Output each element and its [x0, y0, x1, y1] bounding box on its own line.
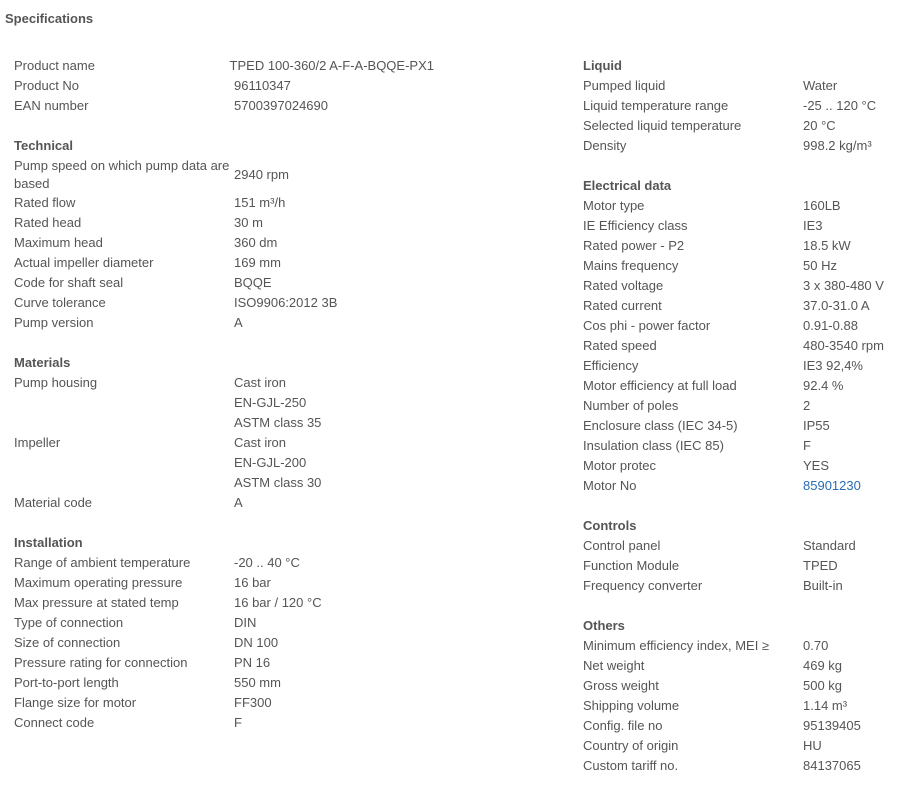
spec-value: 30 m — [234, 215, 263, 230]
spec-values — [803, 76, 837, 96]
section-heading: Materials — [14, 355, 71, 370]
spec-values — [234, 373, 321, 433]
spec-row-motor-no — [583, 476, 898, 496]
motor-number-link[interactable]: 85901230 — [803, 478, 861, 493]
spec-row-net-weight — [583, 656, 898, 676]
spec-label: Type of connection — [14, 615, 124, 630]
spec-label: Motor No — [583, 478, 637, 493]
spec-label: Gross weight — [583, 678, 659, 693]
spec-value: Cast iron — [234, 375, 287, 390]
spec-row-gross-weight — [583, 676, 898, 696]
spec-label: Rated speed — [583, 338, 657, 353]
spec-value: ASTM class 30 — [234, 475, 322, 490]
spec-row-type-of-connection — [14, 613, 434, 633]
spec-values — [803, 96, 876, 116]
spec-value: DN 100 — [234, 635, 279, 650]
spec-value: TPED 100-360/2 A-F-A-BQQE-PX1 — [229, 58, 434, 73]
spec-row-density — [583, 136, 898, 156]
spec-value: Built-in — [803, 578, 843, 593]
spec-value: 1.14 m³ — [803, 698, 848, 713]
spec-value: EN-GJL-250 — [234, 395, 307, 410]
spec-row-curve-tolerance — [14, 293, 434, 313]
spec-value: A — [234, 495, 243, 510]
spec-label: Rated flow — [14, 195, 76, 210]
spec-values — [803, 136, 872, 156]
spec-row-impeller — [14, 433, 434, 493]
spec-label: Function Module — [583, 558, 680, 573]
spec-values — [234, 433, 321, 493]
section-controls — [583, 516, 898, 596]
spec-values — [803, 256, 837, 276]
spec-values — [803, 356, 863, 376]
spec-label: Pump version — [14, 315, 94, 330]
spec-row-ean-number — [14, 96, 434, 116]
spec-value: 0.91-0.88 — [803, 318, 858, 333]
spec-label: Custom tariff no. — [583, 758, 679, 773]
spec-values — [803, 236, 851, 256]
spec-values — [234, 313, 243, 333]
section-heading: Controls — [583, 518, 637, 533]
spec-label: Actual impeller diameter — [14, 255, 154, 270]
spec-value: 0.70 — [803, 638, 829, 653]
spec-label: Mains frequency — [583, 258, 679, 273]
spec-values — [803, 736, 822, 756]
section-heading: Installation — [14, 535, 83, 550]
spec-label: EAN number — [14, 98, 89, 113]
spec-values — [803, 456, 829, 476]
spec-row-range-of-ambient-temperature — [14, 553, 434, 573]
spec-label: Efficiency — [583, 358, 639, 373]
spec-values — [803, 416, 830, 436]
spec-value: 37.0-31.0 A — [803, 298, 870, 313]
spec-value: IE3 92,4% — [803, 358, 863, 373]
spec-value: PN 16 — [234, 655, 271, 670]
spec-values — [234, 693, 272, 713]
spec-value: IP55 — [803, 418, 830, 433]
spec-values — [803, 376, 843, 396]
spec-values — [803, 216, 823, 236]
spec-values — [234, 633, 278, 653]
spec-label: Motor type — [583, 198, 645, 213]
spec-value: HU — [803, 738, 822, 753]
spec-label: Motor efficiency at full load — [583, 378, 737, 393]
spec-value: YES — [803, 458, 830, 473]
spec-values — [803, 436, 811, 456]
spec-row-pump-speed-on-which-pump-data-are-based — [14, 156, 434, 193]
spec-row-ie-efficiency-class — [583, 216, 898, 236]
spec-values — [234, 653, 270, 673]
spec-value: 500 kg — [803, 678, 843, 693]
spec-value: Standard — [803, 538, 856, 553]
spec-label: Max pressure at stated temp — [14, 595, 179, 610]
spec-values — [234, 673, 281, 693]
spec-row-max-pressure-at-stated-temp — [14, 593, 434, 613]
spec-label: Selected liquid temperature — [583, 118, 742, 133]
spec-row-pump-version — [14, 313, 434, 333]
spec-label: Connect code — [14, 715, 95, 730]
spec-value: 2940 rpm — [234, 166, 289, 182]
section-heading: Technical — [14, 138, 74, 153]
spec-label: Code for shaft seal — [14, 275, 124, 290]
spec-values — [803, 696, 847, 716]
spec-label: Product No — [14, 78, 80, 93]
spec-row-minimum-efficiency-index-mei — [583, 636, 898, 656]
spec-values — [803, 556, 838, 576]
spec-row-control-panel — [583, 536, 898, 556]
spec-row-efficiency — [583, 356, 898, 376]
spec-values — [803, 676, 842, 696]
spec-row-enclosure-class-iec-34-5 — [583, 416, 898, 436]
spec-values — [234, 713, 242, 733]
spec-label: Pump housing — [14, 375, 98, 390]
spec-value: 550 mm — [234, 675, 281, 690]
spec-row-country-of-origin — [583, 736, 898, 756]
spec-row-mains-frequency — [583, 256, 898, 276]
spec-values — [234, 233, 277, 253]
spec-row-maximum-operating-pressure — [14, 573, 434, 593]
spec-value: 160LB — [803, 198, 841, 213]
spec-label: Rated current — [583, 298, 662, 313]
section-technical — [14, 136, 434, 333]
section-materials — [14, 353, 434, 513]
spec-values — [234, 593, 322, 613]
spec-label: Country of origin — [583, 738, 679, 753]
spec-values — [803, 276, 884, 296]
spec-value: IE3 — [803, 218, 823, 233]
spec-label: Shipping volume — [583, 698, 680, 713]
spec-values — [803, 716, 861, 736]
spec-label: Range of ambient temperature — [14, 555, 191, 570]
spec-label: Control panel — [583, 538, 661, 553]
spec-value: 2 — [803, 398, 811, 413]
spec-values — [803, 396, 810, 416]
section-electrical-data — [583, 176, 898, 496]
spec-label: Number of poles — [583, 398, 679, 413]
spec-label: Maximum head — [14, 235, 103, 250]
spec-label: Liquid temperature range — [583, 98, 729, 113]
spec-label: Curve tolerance — [14, 295, 106, 310]
spec-values — [234, 193, 285, 213]
section-heading: Others — [583, 618, 625, 633]
spec-row-connect-code — [14, 713, 434, 733]
spec-label: Cos phi - power factor — [583, 318, 711, 333]
spec-label: Pump speed on which pump data are based — [14, 158, 230, 191]
spec-values — [234, 273, 272, 293]
spec-row-port-to-port-length — [14, 673, 434, 693]
spec-values — [234, 573, 271, 593]
left-column — [14, 56, 434, 753]
spec-value: EN-GJL-200 — [234, 455, 307, 470]
spec-label: Density — [583, 138, 627, 153]
spec-row-selected-liquid-temperature — [583, 116, 898, 136]
spec-row-motor-efficiency-at-full-load — [583, 376, 898, 396]
spec-label: Config. file no — [583, 718, 663, 733]
spec-label: Frequency converter — [583, 578, 703, 593]
spec-values — [234, 213, 263, 233]
spec-row-pumped-liquid — [583, 76, 898, 96]
spec-label: Minimum efficiency index, MEI ≥ — [583, 638, 770, 653]
spec-values — [234, 156, 289, 193]
right-column — [583, 56, 898, 796]
spec-value: -25 .. 120 °C — [803, 98, 877, 113]
spec-value: 480-3540 rpm — [803, 338, 884, 353]
section-installation — [14, 533, 434, 733]
spec-label: Material code — [14, 495, 93, 510]
spec-value: 469 kg — [803, 658, 843, 673]
spec-value: 92.4 % — [803, 378, 844, 393]
spec-label: Size of connection — [14, 635, 121, 650]
spec-values — [803, 576, 843, 596]
spec-values — [234, 253, 281, 273]
spec-values — [234, 613, 256, 633]
spec-value: 5700397024690 — [234, 98, 328, 113]
spec-row-code-for-shaft-seal — [14, 273, 434, 293]
spec-values — [234, 76, 291, 96]
section-heading: Electrical data — [583, 178, 672, 193]
spec-row-custom-tariff-no — [583, 756, 898, 776]
spec-label: Motor protec — [583, 458, 656, 473]
spec-values — [803, 636, 828, 656]
spec-values — [234, 553, 300, 573]
spec-value: 151 m³/h — [234, 195, 286, 210]
spec-values — [803, 116, 836, 136]
spec-row-rated-voltage — [583, 276, 898, 296]
spec-values — [803, 316, 858, 336]
spec-values — [803, 536, 856, 556]
spec-value: 3 x 380-480 V — [803, 278, 884, 293]
spec-row-pump-housing — [14, 373, 434, 433]
spec-value: 998.2 kg/m³ — [803, 138, 872, 153]
spec-row-liquid-temperature-range — [583, 96, 898, 116]
spec-row-rated-power-p2 — [583, 236, 898, 256]
spec-value: 169 mm — [234, 255, 281, 270]
spec-value: TPED — [803, 558, 838, 573]
spec-values — [803, 656, 842, 676]
page-title: Specifications — [5, 11, 94, 26]
spec-row-product-no — [14, 76, 434, 96]
spec-row-motor-type — [583, 196, 898, 216]
spec-label: Net weight — [583, 658, 645, 673]
spec-value: -20 .. 40 °C — [234, 555, 300, 570]
spec-value: 20 °C — [803, 118, 836, 133]
spec-value: 16 bar — [234, 575, 271, 590]
spec-value: ASTM class 35 — [234, 415, 322, 430]
spec-value: FF300 — [234, 695, 272, 710]
spec-values — [803, 196, 841, 216]
spec-value: 95139405 — [803, 718, 861, 733]
section-liquid — [583, 56, 898, 156]
section-general — [14, 56, 434, 116]
spec-row-size-of-connection — [14, 633, 434, 653]
spec-label: IE Efficiency class — [583, 218, 688, 233]
spec-value: 16 bar / 120 °C — [234, 595, 322, 610]
spec-label: Maximum operating pressure — [14, 575, 183, 590]
spec-value: ISO9906:2012 3B — [234, 295, 338, 310]
spec-value: 96110347 — [234, 78, 291, 93]
spec-row-rated-speed — [583, 336, 898, 356]
spec-row-flange-size-for-motor — [14, 693, 434, 713]
spec-row-motor-protec — [583, 456, 898, 476]
spec-value: F — [234, 715, 242, 730]
spec-label: Port-to-port length — [14, 675, 119, 690]
spec-label: Pumped liquid — [583, 78, 666, 93]
spec-row-cos-phi-power-factor — [583, 316, 898, 336]
spec-value: F — [803, 438, 811, 453]
spec-label: Rated power - P2 — [583, 238, 685, 253]
spec-value: Cast iron — [234, 435, 287, 450]
spec-value: 50 Hz — [803, 258, 837, 273]
spec-label: Enclosure class (IEC 34-5) — [583, 418, 738, 433]
spec-label: Flange size for motor — [14, 695, 137, 710]
spec-values — [803, 476, 861, 496]
spec-value: DIN — [234, 615, 257, 630]
spec-value: 84137065 — [803, 758, 861, 773]
spec-values — [234, 493, 243, 513]
spec-values — [803, 336, 884, 356]
spec-value: 18.5 kW — [803, 238, 851, 253]
spec-value: BQQE — [234, 275, 272, 290]
spec-row-number-of-poles — [583, 396, 898, 416]
spec-values — [234, 293, 337, 313]
spec-row-material-code — [14, 493, 434, 513]
spec-row-rated-head — [14, 213, 434, 233]
spec-row-config-file-no — [583, 716, 898, 736]
spec-values — [803, 296, 870, 316]
section-others — [583, 616, 898, 776]
spec-value: Water — [803, 78, 838, 93]
spec-row-rated-current — [583, 296, 898, 316]
spec-label: Product name — [14, 58, 95, 73]
spec-row-pressure-rating-for-connection — [14, 653, 434, 673]
spec-label: Impeller — [14, 435, 61, 450]
spec-row-actual-impeller-diameter — [14, 253, 434, 273]
spec-values — [234, 96, 328, 116]
spec-label: Pressure rating for connection — [14, 655, 188, 670]
spec-row-function-module — [583, 556, 898, 576]
spec-label: Rated head — [14, 215, 82, 230]
spec-value: 360 dm — [234, 235, 278, 250]
spec-value: A — [234, 315, 243, 330]
spec-row-rated-flow — [14, 193, 434, 213]
spec-label: Rated voltage — [583, 278, 664, 293]
spec-row-frequency-converter — [583, 576, 898, 596]
spec-row-insulation-class-iec-85 — [583, 436, 898, 456]
section-heading: Liquid — [583, 58, 622, 73]
spec-row-shipping-volume — [583, 696, 898, 716]
spec-label: Insulation class (IEC 85) — [583, 438, 724, 453]
spec-row-product-name — [14, 56, 434, 76]
spec-row-maximum-head — [14, 233, 434, 253]
spec-values — [230, 56, 434, 76]
spec-values — [803, 756, 861, 776]
